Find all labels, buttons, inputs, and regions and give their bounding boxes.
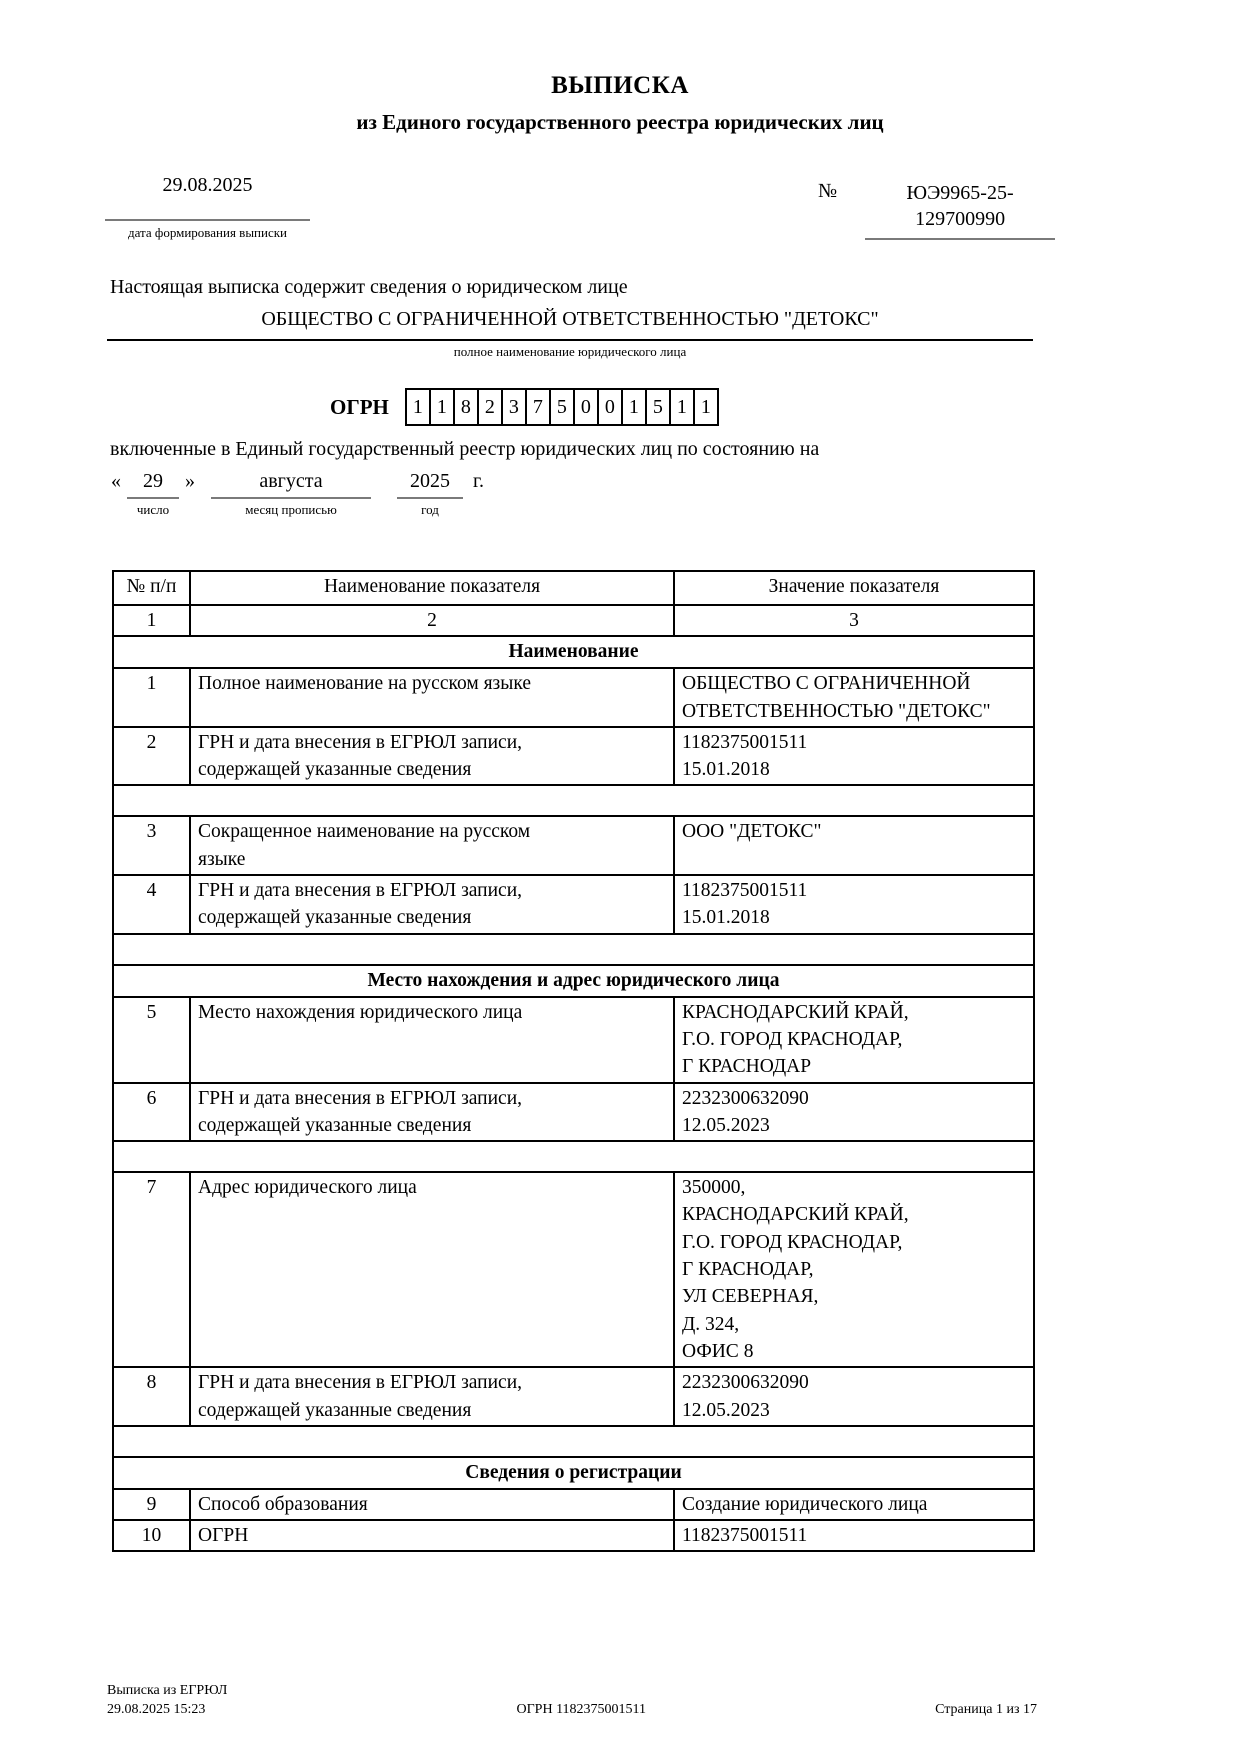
page-footer — [107, 1682, 1037, 1720]
indicator-value-line: КРАСНОДАРСКИЙ КРАЙ, — [682, 1204, 909, 1226]
indicator-name-cell — [190, 1489, 674, 1520]
table-numbering-row — [113, 605, 1034, 636]
indicator-name-line: содержащей указанные сведения — [198, 907, 472, 929]
indicator-value-line: 15.01.2018 — [682, 759, 770, 781]
year-field — [397, 470, 463, 518]
spacer-row — [113, 1426, 1034, 1457]
indicator-value-line: ОБЩЕСТВО С ОГРАНИЧЕННОЙ — [682, 673, 971, 695]
ogrn-digit-box: 1 — [669, 388, 695, 426]
month-field — [211, 470, 371, 518]
open-quote: « — [111, 470, 121, 492]
formation-date-caption: дата формирования выписки — [127, 225, 288, 240]
ogrn-digit-box: 5 — [645, 388, 671, 426]
indicator-value-cell — [674, 1172, 1034, 1367]
month-caption: месяц прописью — [245, 502, 337, 517]
year-suffix: г. — [473, 470, 484, 492]
indicator-name-line: ГРН и дата внесения в ЕГРЮЛ записи, — [198, 1087, 523, 1109]
indicator-name-cell — [190, 1367, 674, 1426]
indicator-name-line: содержащей указанные сведения — [198, 759, 472, 781]
indicator-value-line: ОФИС 8 — [682, 1340, 754, 1362]
row-number-cell: 9 — [113, 1489, 190, 1520]
document-number: ЮЭ9965-25-129700990 — [865, 180, 1055, 240]
day-caption: число — [136, 502, 170, 517]
indicator-name-line: содержащей указанные сведения — [198, 1399, 472, 1421]
indicator-name-cell — [190, 668, 674, 727]
indicator-name-line: содержащей указанные сведения — [198, 1114, 472, 1136]
footer-left — [107, 1682, 227, 1720]
lead-text: Настоящая выписка содержит сведения о юридическом лице — [110, 276, 628, 298]
footer-generated-at: 29.08.2025 15:23 — [107, 1701, 206, 1717]
indicator-value-line: 1182375001511 — [682, 1525, 808, 1547]
indicator-value-line: 12.05.2023 — [682, 1399, 770, 1421]
footer-doc-type: Выписка из ЕГРЮЛ — [107, 1683, 228, 1698]
indicator-value-line: 15.01.2018 — [682, 907, 770, 929]
table-row — [113, 1520, 1034, 1551]
spacer-row — [113, 934, 1034, 965]
indicator-value-line: Г КРАСНОДАР — [682, 1056, 812, 1078]
col-header-value: Значение показателя — [674, 571, 1034, 605]
indicator-value-line: Г.О. ГОРОД КРАСНОДАР, — [682, 1028, 903, 1050]
indicator-name-line: Сокращенное наименование на русском — [198, 821, 531, 843]
spacer-cell — [113, 934, 1034, 965]
indicator-value-cell — [674, 668, 1034, 727]
indicator-value-line: 2232300632090 — [682, 1372, 809, 1394]
month-value: августа — [211, 470, 371, 499]
indicator-name-cell — [190, 1083, 674, 1142]
spacer-cell — [113, 785, 1034, 816]
company-name: ОБЩЕСТВО С ОГРАНИЧЕННОЙ ОТВЕТСТВЕННОСТЬЮ "ДЕТОКС" — [107, 308, 1033, 341]
section-row — [113, 1457, 1034, 1489]
indicator-name-line: ГРН и дата внесения в ЕГРЮЛ записи, — [198, 731, 523, 753]
indicator-name-line: ГРН и дата внесения в ЕГРЮЛ записи, — [198, 880, 523, 902]
col-number-1: 1 — [113, 605, 190, 636]
ogrn-digit-box: 5 — [549, 388, 575, 426]
indicator-name-line: языке — [198, 848, 246, 870]
ogrn-digit-box: 0 — [573, 388, 599, 426]
register-table-body — [113, 571, 1034, 1551]
section-title: Сведения о регистрации — [113, 1457, 1034, 1489]
row-number-cell: 10 — [113, 1520, 190, 1551]
table-row — [113, 816, 1034, 875]
indicator-value-line: 1182375001511 — [682, 731, 808, 753]
ogrn-digit-box: 3 — [501, 388, 527, 426]
formation-date: 29.08.2025 — [105, 174, 310, 221]
table-row — [113, 1083, 1034, 1142]
spacer-cell — [113, 1141, 1034, 1172]
table-row — [113, 727, 1034, 786]
indicator-value-cell — [674, 1520, 1034, 1551]
table-row — [113, 875, 1034, 934]
row-number-cell: 6 — [113, 1083, 190, 1142]
table-row — [113, 1489, 1034, 1520]
document-title: ВЫПИСКА — [551, 72, 689, 99]
ogrn-digit-boxes — [405, 388, 719, 426]
company-block — [107, 308, 1033, 360]
indicator-value-line: 1182375001511 — [682, 880, 808, 902]
document-number-block — [818, 180, 1055, 240]
col-header-indicator: Наименование показателя — [190, 571, 674, 605]
indicator-value-cell — [674, 997, 1034, 1083]
indicator-name-cell — [190, 816, 674, 875]
indicator-name-line: Место нахождения юридического лица — [198, 1001, 523, 1023]
indicator-value-line: УЛ СЕВЕРНАЯ, — [682, 1286, 819, 1308]
table-header-row — [113, 571, 1034, 605]
col-number-3: 3 — [674, 605, 1034, 636]
indicator-value-cell — [674, 875, 1034, 934]
row-number-cell: 7 — [113, 1172, 190, 1367]
document-number-label: № — [818, 180, 838, 202]
indicator-value-line: 12.05.2023 — [682, 1114, 770, 1136]
indicator-name-line: ГРН и дата внесения в ЕГРЮЛ записи, — [198, 1372, 523, 1394]
row-number-cell: 4 — [113, 875, 190, 934]
ogrn-digit-box: 7 — [525, 388, 551, 426]
section-row — [113, 636, 1034, 668]
company-name-caption: полное наименование юридического лица — [453, 344, 687, 359]
indicator-value-cell — [674, 1489, 1034, 1520]
indicator-value-line: Д. 324, — [682, 1313, 740, 1335]
row-number-cell: 3 — [113, 816, 190, 875]
footer-ogrn: ОГРН 1182375001511 — [516, 1701, 647, 1717]
table-row — [113, 668, 1034, 727]
indicator-name-line: ОГРН — [198, 1525, 249, 1547]
indicator-name-cell — [190, 997, 674, 1083]
formation-date-block — [105, 174, 310, 241]
indicator-value-cell — [674, 1367, 1034, 1426]
row-number-cell: 1 — [113, 668, 190, 727]
day-value: 29 — [127, 470, 179, 499]
ogrn-digit-box: 2 — [477, 388, 503, 426]
spacer-row — [113, 785, 1034, 816]
col-header-num: № п/п — [113, 571, 190, 605]
indicator-value-cell — [674, 1083, 1034, 1142]
row-number-cell: 8 — [113, 1367, 190, 1426]
register-table — [112, 570, 1035, 1552]
ogrn-digit-box: 0 — [597, 388, 623, 426]
indicator-name-cell — [190, 1520, 674, 1551]
row-number-cell: 2 — [113, 727, 190, 786]
indicator-value-line: 350000, — [682, 1177, 746, 1199]
indicator-name-line: Способ образования — [198, 1493, 368, 1515]
ogrn-digit-box: 1 — [621, 388, 647, 426]
document-subtitle: из Единого государственного реестра юридических лиц — [356, 110, 884, 134]
indicator-value-cell — [674, 816, 1034, 875]
ogrn-block — [330, 388, 719, 426]
row-number-cell: 5 — [113, 997, 190, 1083]
ogrn-digit-box: 1 — [693, 388, 719, 426]
indicator-value-line: Создание юридического лица — [682, 1493, 928, 1515]
included-text: включенные в Единый государственный реестр юридических лиц по состоянию на — [110, 438, 820, 460]
indicator-value-line: ОТВЕТСТВЕННОСТЬЮ "ДЕТОКС" — [682, 700, 991, 722]
indicator-value-line: 2232300632090 — [682, 1087, 809, 1109]
indicator-value-line: КРАСНОДАРСКИЙ КРАЙ, — [682, 1001, 909, 1023]
indicator-name-cell — [190, 1172, 674, 1367]
table-row — [113, 1172, 1034, 1367]
year-value: 2025 — [397, 470, 463, 499]
year-caption: год — [421, 502, 439, 517]
section-row — [113, 965, 1034, 997]
indicator-value-line: Г КРАСНОДАР, — [682, 1259, 814, 1281]
indicator-value-cell — [674, 727, 1034, 786]
close-quote: » — [185, 470, 195, 492]
indicator-name-line: Адрес юридического лица — [198, 1177, 417, 1199]
as-of-date-line — [105, 470, 484, 518]
col-number-2: 2 — [190, 605, 674, 636]
indicator-name-cell — [190, 727, 674, 786]
indicator-value-line: Г.О. ГОРОД КРАСНОДАР, — [682, 1231, 903, 1253]
footer-page-info: Страница 1 из 17 — [935, 1701, 1037, 1717]
indicator-value-line: ООО "ДЕТОКС" — [682, 821, 822, 843]
ogrn-digit-box: 1 — [405, 388, 431, 426]
indicator-name-line: Полное наименование на русском языке — [198, 673, 531, 695]
section-title: Наименование — [113, 636, 1034, 668]
spacer-cell — [113, 1426, 1034, 1457]
ogrn-digit-box: 8 — [453, 388, 479, 426]
ogrn-label: ОГРН — [330, 394, 389, 419]
day-field — [127, 470, 179, 518]
ogrn-digit-box: 1 — [429, 388, 455, 426]
table-row — [113, 1367, 1034, 1426]
indicator-name-cell — [190, 875, 674, 934]
table-row — [113, 997, 1034, 1083]
spacer-row — [113, 1141, 1034, 1172]
section-title: Место нахождения и адрес юридического лица — [113, 965, 1034, 997]
